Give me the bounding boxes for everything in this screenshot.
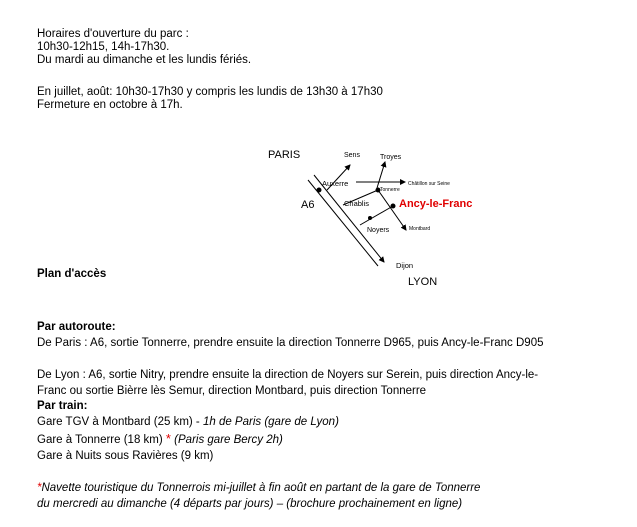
autoroute-lyon-1: De Lyon : A6, sortie Nitry, prendre ensuite la direction de Noyers sur Serein, puis direction Ancy-le- (37, 369, 539, 381)
map-ancy: Ancy-le-Franc (399, 198, 473, 210)
map-montbard: Montbard (409, 226, 431, 232)
a6-road-line (314, 175, 384, 262)
map-sens: Sens (344, 152, 360, 159)
autoroute-paris: De Paris : A6, sortie Tonnerre, prendre ensuite la direction Tonnerre D965, puis Ancy-le-Franc D905 (37, 337, 544, 349)
autoroute-lyon-2: Franc ou sortie Bièrre lès Semur, direction Montbard, puis direction Tonnerre (37, 385, 427, 397)
hours-times: 10h30-12h15, 14h-17h30. (37, 41, 170, 53)
train-line-montbard (37, 414, 339, 431)
train-tonnerre-text: Gare à Tonnerre (18 km) (37, 434, 163, 446)
map-troyes: Troyes (380, 154, 402, 161)
plan-title: Plan d'accès (37, 268, 107, 280)
train-line-tonnerre (37, 431, 283, 449)
map-chatillon: Châtillon sur Seine (408, 181, 450, 187)
noyers-dot (368, 216, 372, 220)
autoroute-title: Par autoroute: (37, 321, 116, 333)
a6-road-line-2 (308, 180, 378, 266)
train-tonnerre-note: (Paris gare Bercy 2h) (174, 434, 283, 446)
auxerre-dot (317, 188, 322, 193)
road-tonnerre-montbard (378, 190, 406, 230)
hours-days: Du mardi au dimanche et les lundis fériés. (37, 54, 252, 66)
map-dijon: Dijon (396, 261, 414, 270)
map-paris: PARIS (268, 149, 301, 161)
navette-line-1: *Navette touristique du Tonnerrois mi-juillet à fin août en partant de la gare de Tonnerre (37, 482, 481, 494)
ancy-dot (391, 204, 396, 209)
train-title: Par train: (37, 400, 88, 412)
map-auxerre: Auxerre (322, 179, 349, 188)
navette-star: * (37, 482, 42, 494)
train-montbard-text: Gare TGV à Montbard (25 km) - (37, 416, 203, 428)
hours-title: Horaires d'ouverture du parc : (37, 28, 189, 40)
road-noyers (360, 206, 393, 225)
train-tonnerre-star: * (165, 431, 171, 446)
hours-summer: En juillet, août: 10h30-17h30 y compris les lundis de 13h30 à 17h30 (37, 86, 383, 98)
map-noyers: Noyers (367, 227, 390, 234)
map-tonnerre: Tonnerre (380, 187, 400, 193)
hours-closing: Fermeture en octobre à 17h. (37, 99, 183, 111)
road-to-troyes (377, 162, 385, 188)
navette-line-2: du mercredi au dimanche (4 départs par jours) – (brochure prochainement en ligne) (37, 498, 463, 510)
map-a6: A6 (301, 199, 315, 211)
map-lyon: LYON (408, 276, 438, 288)
train-line-nuits: Gare à Nuits sous Ravières (9 km) (37, 450, 214, 462)
train-montbard-note: 1h de Paris (gare de Lyon) (202, 416, 339, 428)
map-chablis: Chablis (344, 199, 370, 208)
